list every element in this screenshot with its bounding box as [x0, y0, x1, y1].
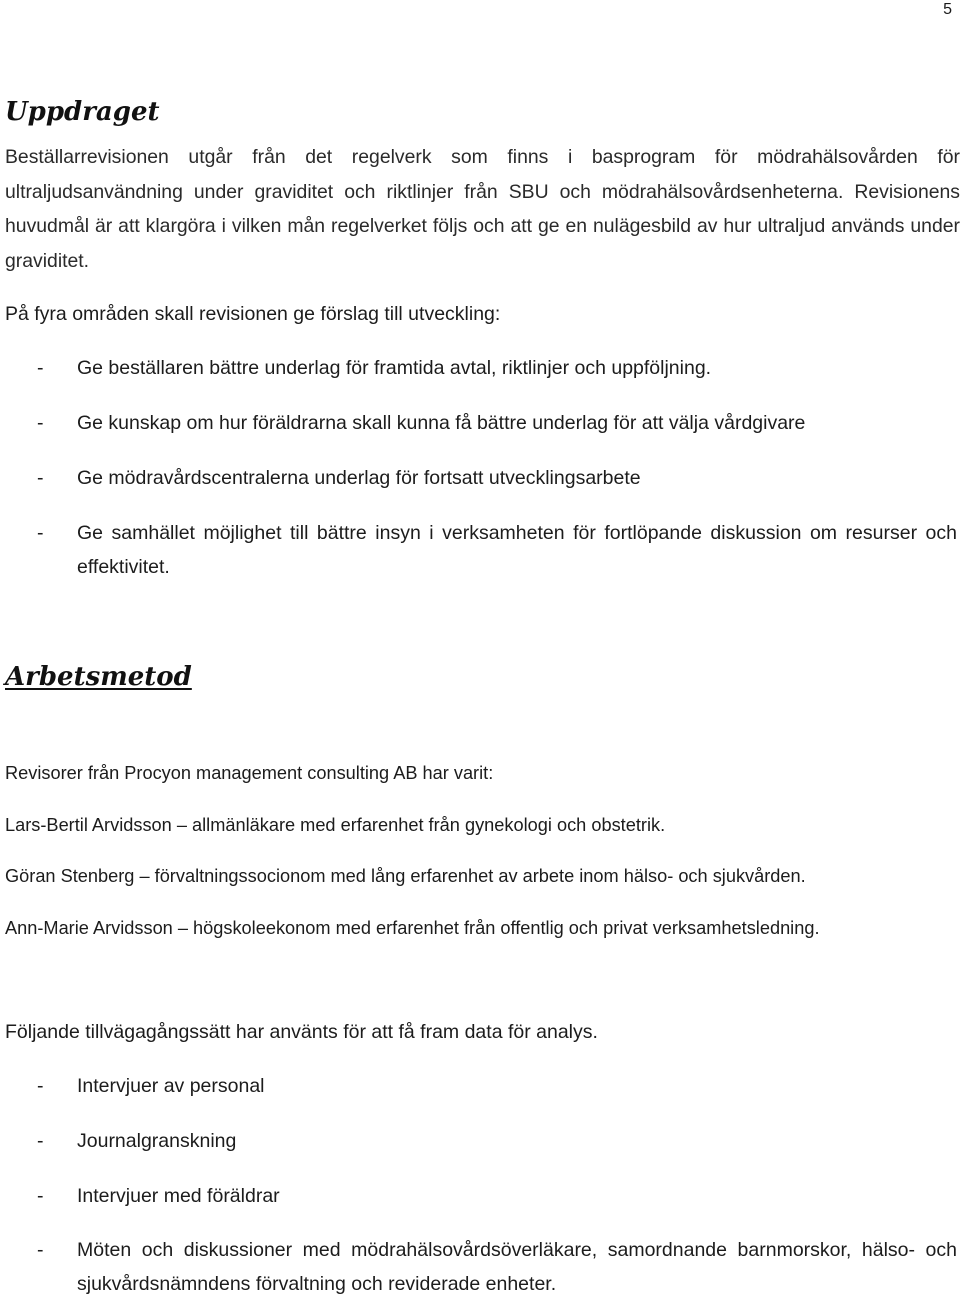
- bullet-dash: -: [37, 412, 44, 434]
- bullet-dash: -: [37, 522, 44, 544]
- list-item-text: Intervjuer av personal: [77, 1075, 265, 1097]
- revisor-line: Ann-Marie Arvidsson – högskoleekonom med erfarenhet från offentlig och privat verksamhetsledning.: [5, 918, 820, 938]
- bullet-dash: -: [37, 1185, 44, 1207]
- bullet-dash: -: [37, 1239, 44, 1261]
- list-item: [37, 1069, 957, 1103]
- list-item-text: Ge kunskap om hur föräldrarna skall kunna få bättre underlag för att välja vårdgivare: [77, 412, 806, 434]
- list-item: [37, 1233, 957, 1301]
- method-intro: Följande tillvägagångssätt har använts för att få fram data för analys.: [5, 1021, 598, 1043]
- list-item-text: Intervjuer med föräldrar: [77, 1185, 280, 1207]
- list-item: [37, 1124, 957, 1158]
- list-item: [37, 461, 957, 495]
- bullet-dash: -: [37, 467, 44, 489]
- list-item-text: Ge beställaren bättre underlag för framtida avtal, riktlinjer och uppföljning.: [77, 357, 712, 379]
- heading-arbetsmetod: Arbetsmetod: [5, 662, 192, 692]
- list-item-text: Journalgranskning: [77, 1130, 237, 1152]
- bullet-dash: -: [37, 1130, 44, 1152]
- list-item-text: Möten och diskussioner med mödrahälsovårdsöverläkare, samordnande barnmorskor, hälso- och sjukvårdsnämndens förvaltning och reviderade enheter.: [77, 1239, 957, 1295]
- revisors-intro: Revisorer från Procyon management consulting AB har varit:: [5, 763, 494, 783]
- heading-uppdraget: Uppdraget: [5, 97, 160, 127]
- list-item-text: Ge mödravårdscentralerna underlag för fortsatt utvecklingsarbete: [77, 467, 641, 489]
- list-item: [37, 516, 957, 584]
- list-item: [37, 351, 957, 385]
- revisor-line: Göran Stenberg – förvaltningssocionom med lång erfarenhet av arbete inom hälso- och sjukvården.: [5, 866, 806, 886]
- list-item: [37, 1179, 957, 1213]
- list-item: [37, 406, 957, 440]
- list-item-text: Ge samhället möjlighet till bättre insyn i verksamheten för fortlöpande diskussion om resurser och effektivitet.: [77, 522, 957, 578]
- lead-paragraph: På fyra områden skall revisionen ge förslag till utveckling:: [5, 303, 501, 325]
- intro-paragraph: Beställarrevisionen utgår från det regelverk som finns i basprogram för mödrahälsovården för ultraljudsanvändning under graviditet och riktlinjer från SBU och mödrahälsovårdsenheterna. Revisionens huvudmål är att klargöra i vilken mån regelverket följs och att ge en nulägesbild av hur ultraljud används under graviditet.: [5, 146, 960, 272]
- revisor-line: Lars-Bertil Arvidsson – allmänläkare med erfarenhet från gynekologi och obstetrik.: [5, 815, 666, 835]
- bullet-dash: -: [37, 357, 44, 379]
- page-number: 5: [943, 1, 952, 18]
- bullet-dash: -: [37, 1075, 44, 1097]
